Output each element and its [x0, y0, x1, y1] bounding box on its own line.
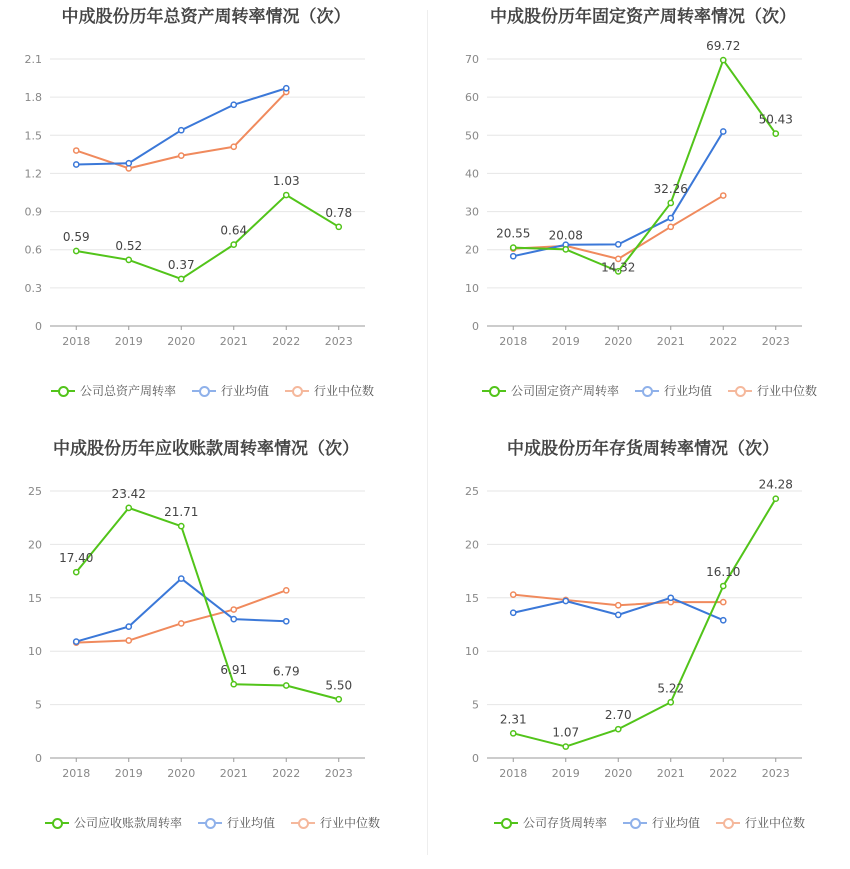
legend-line-icon [728, 385, 752, 397]
data-point-company [773, 496, 778, 501]
legend-line-icon [51, 385, 75, 397]
series-line-industry_avg [76, 579, 286, 642]
chart-title: 中成股份历年固定资产周转率情况（次） [490, 7, 796, 27]
y-tick-label: 0 [472, 752, 479, 765]
x-tick-label: 2018 [499, 767, 528, 780]
chart-plot [0, 432, 425, 866]
legend-line-icon [635, 385, 659, 397]
data-point-company [668, 200, 673, 205]
data-point-company [563, 744, 568, 749]
data-label: 16.10 [706, 565, 741, 580]
legend-label: 公司总资产周转率 [79, 384, 176, 398]
data-label: 23.42 [111, 486, 146, 501]
data-point-industry_avg [179, 576, 184, 581]
data-point-company [773, 131, 778, 136]
x-tick-label: 2018 [62, 767, 91, 780]
x-tick-label: 2020 [167, 767, 196, 780]
legend-item-company[interactable] [482, 382, 619, 399]
data-label: 0.59 [62, 229, 90, 244]
data-point-company [721, 583, 726, 588]
data-label: 0.64 [220, 223, 248, 238]
legend-label: 行业均值 [226, 816, 275, 830]
x-tick-label: 2020 [604, 335, 633, 348]
y-tick-label: 0.3 [24, 281, 42, 295]
legend-label: 公司应收账款周转率 [73, 816, 182, 830]
data-point-company [511, 245, 516, 250]
data-point-industry_avg [563, 598, 568, 603]
data-point-industry_median [231, 144, 236, 149]
data-point-industry_avg [721, 618, 726, 623]
legend-line-icon [482, 385, 506, 397]
data-point-industry_avg [231, 102, 236, 107]
legend-label: 行业均值 [663, 384, 712, 398]
data-point-industry_avg [511, 254, 516, 259]
data-point-industry_avg [284, 619, 289, 624]
series-line-company [513, 499, 776, 747]
data-point-industry_avg [126, 624, 131, 629]
chart-fixed-asset-turnover [437, 0, 850, 434]
chart-plot [0, 0, 425, 434]
legend-line-icon [285, 385, 309, 397]
data-label: 2.70 [604, 708, 632, 723]
x-tick-label: 2022 [709, 767, 738, 780]
y-tick-label: 0 [35, 752, 42, 765]
legend-item-company[interactable] [494, 814, 607, 831]
legend-label: 行业均值 [651, 816, 700, 830]
x-tick-label: 2022 [272, 767, 301, 780]
data-point-industry_median [511, 592, 516, 597]
x-tick-label: 2019 [551, 767, 580, 780]
y-tick-label: 15 [28, 591, 42, 605]
data-label: 14.32 [601, 260, 636, 275]
data-point-company [74, 248, 79, 253]
data-label: 21.71 [164, 505, 199, 520]
legend-label: 行业均值 [220, 384, 269, 398]
x-tick-label: 2019 [114, 335, 143, 348]
y-tick-label: 20 [465, 538, 479, 552]
x-tick-label: 2021 [219, 767, 248, 780]
data-label: 2.31 [499, 712, 527, 727]
legend [437, 382, 850, 399]
data-point-industry_avg [74, 639, 79, 644]
legend-line-icon [623, 817, 647, 829]
y-tick-label: 1.2 [24, 167, 42, 181]
y-tick-label: 50 [465, 129, 479, 143]
legend-line-icon [45, 817, 69, 829]
x-tick-label: 2018 [499, 335, 528, 348]
data-point-industry_avg [511, 610, 516, 615]
data-point-company [126, 257, 131, 262]
x-tick-label: 2023 [761, 767, 790, 780]
y-tick-label: 5 [35, 698, 42, 712]
legend-label: 行业中位数 [314, 384, 375, 398]
data-point-industry_avg [74, 162, 79, 167]
data-point-industry_avg [668, 595, 673, 600]
data-point-company [511, 731, 516, 736]
y-tick-label: 5 [472, 698, 479, 712]
y-tick-label: 1.5 [24, 129, 42, 143]
x-tick-label: 2021 [656, 335, 685, 348]
chart-receivables-turnover [0, 432, 425, 866]
legend-item-industry-median[interactable] [716, 814, 805, 831]
legend-label: 行业中位数 [745, 816, 806, 830]
legend-label: 行业中位数 [320, 816, 381, 830]
y-tick-label: 10 [465, 645, 479, 659]
y-tick-label: 15 [465, 591, 479, 605]
data-label: 50.43 [758, 112, 793, 127]
series-line-company [76, 195, 339, 279]
data-point-company [563, 247, 568, 252]
legend [0, 382, 425, 399]
legend-item-company[interactable] [51, 382, 176, 399]
chart-title: 中成股份历年总资产周转率情况（次） [61, 7, 351, 27]
data-point-company [126, 505, 131, 510]
legend-item-industry-avg[interactable] [198, 814, 275, 831]
data-point-industry_avg [668, 215, 673, 220]
y-tick-label: 2.1 [24, 53, 42, 66]
panel-separator [427, 10, 428, 855]
legend-label: 行业中位数 [757, 384, 818, 398]
data-label: 0.37 [167, 257, 195, 272]
data-label: 20.55 [496, 226, 531, 241]
data-point-company [284, 683, 289, 688]
data-point-industry_median [179, 153, 184, 158]
data-point-company [179, 524, 184, 529]
y-tick-label: 30 [465, 205, 479, 219]
data-point-industry_median [721, 193, 726, 198]
data-point-industry_median [721, 599, 726, 604]
chart-title: 中成股份历年应收账款周转率情况（次） [53, 439, 359, 459]
data-point-industry_median [74, 148, 79, 153]
chart-total-asset-turnover [0, 0, 425, 434]
data-point-company [336, 224, 341, 229]
y-tick-label: 10 [465, 281, 479, 295]
x-tick-label: 2022 [709, 335, 738, 348]
y-tick-label: 70 [465, 53, 479, 66]
data-point-company [721, 57, 726, 62]
data-label: 6.91 [220, 663, 248, 678]
data-point-industry_avg [721, 129, 726, 134]
legend-label: 公司存货周转率 [522, 816, 607, 830]
y-tick-label: 20 [465, 243, 479, 257]
x-tick-label: 2018 [62, 335, 91, 348]
legend-item-industry-median[interactable] [728, 382, 817, 399]
chart-plot [437, 0, 850, 434]
legend [437, 814, 850, 831]
legend-item-company[interactable] [45, 814, 182, 831]
data-point-industry_median [126, 638, 131, 643]
data-label: 69.72 [706, 39, 741, 54]
data-point-company [179, 276, 184, 281]
legend-label: 公司固定资产周转率 [510, 384, 619, 398]
legend-item-industry-median[interactable] [291, 814, 380, 831]
x-tick-label: 2019 [114, 767, 143, 780]
legend-line-icon [291, 817, 315, 829]
data-point-industry_avg [284, 86, 289, 91]
data-point-industry_avg [616, 612, 621, 617]
y-tick-label: 1.8 [24, 91, 42, 105]
x-tick-label: 2019 [551, 335, 580, 348]
data-point-company [231, 242, 236, 247]
x-tick-label: 2020 [604, 767, 633, 780]
data-label: 24.28 [758, 477, 793, 492]
data-point-industry_avg [179, 128, 184, 133]
legend-line-icon [494, 817, 518, 829]
data-point-industry_avg [616, 242, 621, 247]
y-tick-label: 60 [465, 91, 479, 105]
y-tick-label: 10 [28, 645, 42, 659]
y-tick-label: 0 [35, 320, 42, 333]
data-label: 5.22 [657, 681, 685, 696]
chart-inventory-turnover [437, 432, 850, 866]
x-tick-label: 2022 [272, 335, 301, 348]
data-point-industry_avg [231, 617, 236, 622]
data-label: 6.79 [272, 664, 300, 679]
data-point-industry_median [179, 621, 184, 626]
x-tick-label: 2021 [656, 767, 685, 780]
data-point-industry_median [231, 607, 236, 612]
y-tick-label: 25 [28, 485, 42, 498]
data-point-company [668, 700, 673, 705]
x-tick-label: 2021 [219, 335, 248, 348]
chart-title: 中成股份历年存货周转率情况（次） [507, 439, 779, 459]
chart-plot [437, 432, 850, 866]
data-label: 32.26 [653, 181, 688, 196]
x-tick-label: 2023 [761, 335, 790, 348]
legend-item-industry-avg[interactable] [192, 382, 269, 399]
legend-line-icon [192, 385, 216, 397]
y-tick-label: 0.6 [24, 243, 42, 257]
legend-item-industry-avg[interactable] [623, 814, 700, 831]
y-tick-label: 0.9 [24, 205, 42, 219]
y-tick-label: 20 [28, 538, 42, 552]
data-point-industry_avg [126, 161, 131, 166]
data-point-industry_median [616, 603, 621, 608]
data-label: 17.40 [59, 551, 94, 566]
data-label: 1.07 [552, 725, 580, 740]
data-label: 0.52 [115, 238, 143, 253]
data-point-company [74, 570, 79, 575]
data-point-company [284, 192, 289, 197]
legend-item-industry-median[interactable] [285, 382, 374, 399]
data-point-company [231, 682, 236, 687]
legend-line-icon [198, 817, 222, 829]
legend [0, 814, 425, 831]
y-tick-label: 40 [465, 167, 479, 181]
legend-line-icon [716, 817, 740, 829]
data-label: 20.08 [548, 228, 583, 243]
data-point-industry_median [284, 588, 289, 593]
x-tick-label: 2023 [324, 335, 353, 348]
y-tick-label: 0 [472, 320, 479, 333]
data-point-industry_median [668, 224, 673, 229]
y-tick-label: 25 [465, 485, 479, 498]
data-label: 5.50 [325, 678, 353, 693]
x-tick-label: 2023 [324, 767, 353, 780]
series-line-industry_avg [513, 131, 723, 256]
data-point-company [616, 727, 621, 732]
data-label: 1.03 [272, 174, 300, 189]
legend-item-industry-avg[interactable] [635, 382, 712, 399]
x-tick-label: 2020 [167, 335, 196, 348]
data-label: 0.78 [325, 205, 353, 220]
data-point-company [336, 697, 341, 702]
